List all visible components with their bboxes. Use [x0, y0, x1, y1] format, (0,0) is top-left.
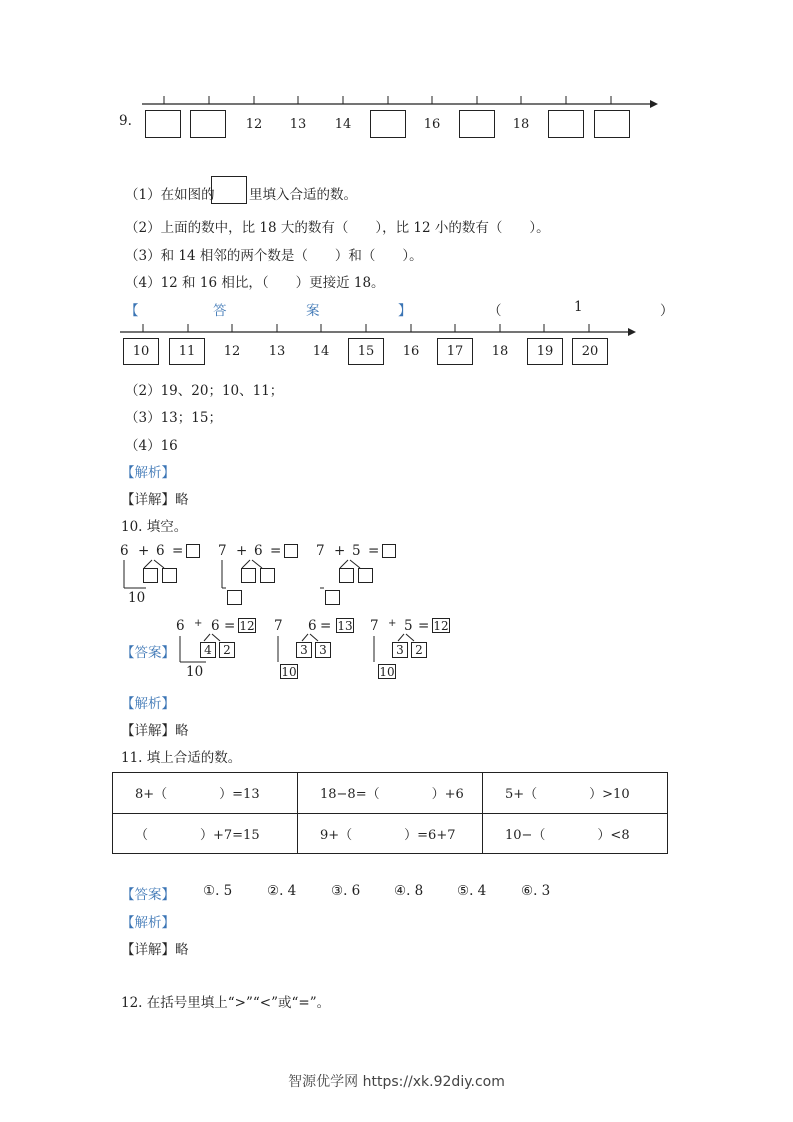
q11-answer-item: ③. 6 — [331, 883, 361, 899]
q10-a2-part: 3 — [296, 642, 312, 658]
q10-a2-eq: = — [320, 618, 332, 634]
q10-eq3-ten-box[interactable] — [325, 590, 340, 605]
q9-answer-box — [123, 338, 159, 365]
q10-eq2-ten-box[interactable] — [227, 590, 242, 605]
q10-eq3-a: 7 — [316, 543, 325, 559]
q10-a3-result: 12 — [433, 619, 449, 633]
q9-tick-label: 18 — [512, 117, 530, 132]
q9-sub2: （2）上面的数中，比 18 大的数有（ ），比 12 小的数有（ ）。 — [125, 220, 550, 236]
q9-answer-value: 20 — [581, 344, 599, 359]
q10-answer-1 — [176, 616, 266, 682]
q9-answer-value: 15 — [357, 344, 375, 359]
q11-title: 11. 填上合适的数。 — [121, 750, 242, 766]
q10-a3-a: 7 — [370, 618, 379, 634]
table-row — [113, 773, 668, 814]
q9-answer-box — [527, 338, 563, 365]
q9-blank-box[interactable] — [145, 110, 181, 138]
q9-answer-box — [348, 338, 384, 365]
q10-a3-part: 3 — [392, 642, 408, 658]
q9-answer-label: 16 — [402, 344, 420, 359]
q10-a3-ten: 10 — [379, 665, 395, 679]
q9-blank-box[interactable] — [370, 110, 406, 138]
q10-a1-b: 6 — [211, 618, 220, 634]
q10-a1-eq: = — [224, 618, 236, 634]
q9-answer-label: 14 — [312, 344, 330, 359]
q9-blank-box[interactable] — [459, 110, 495, 138]
q9-tick-label: 12 — [245, 117, 263, 132]
q9-answer-part-number: 1 — [574, 299, 583, 315]
q11-answer-item: ⑥. 3 — [521, 883, 551, 899]
q9-tick-label: 14 — [334, 117, 352, 132]
q9-analysis: 【解析】 — [121, 465, 175, 481]
q10-eq2-b: 6 — [254, 543, 263, 559]
q9-answer-paren-close: ） — [660, 303, 674, 319]
q10-answer-2 — [274, 616, 364, 682]
q11-cell[interactable]: （ ）+7=15 — [113, 813, 298, 854]
q9-sub1-inline-box — [211, 176, 247, 204]
q9-answer-box — [169, 338, 205, 365]
q10-a3-b: 5 — [404, 618, 413, 634]
q11-cell[interactable]: 8+（ ）=13 — [113, 773, 298, 814]
q9-ans3: （3）13；15； — [125, 410, 222, 426]
q9-ans2: （2）19、20；10、11； — [125, 383, 284, 399]
q10-a1-ten: 10 — [186, 664, 204, 680]
q10-title: 10. 填空。 — [121, 519, 188, 535]
table-row — [113, 813, 668, 854]
q10-a3-eq: = — [418, 618, 430, 634]
q10-a2-a: 7 — [274, 618, 283, 634]
q10-eq1-result-box[interactable] — [186, 544, 200, 558]
q10-eq2-op: + — [236, 543, 248, 559]
q9-sub4: （4）12 和 16 相比，（ ）更接近 18。 — [125, 275, 385, 291]
q10-eq3-eq: = — [368, 543, 380, 559]
q10-eq1 — [120, 540, 210, 610]
q10-analysis: 【解析】 — [121, 696, 175, 712]
q11-answer-item: ④. 8 — [394, 883, 424, 899]
q11-answer-item: ⑤. 4 — [457, 883, 487, 899]
q9-answer-char: 案 — [306, 303, 320, 319]
q9-blank-box[interactable] — [548, 110, 584, 138]
q9-answer-value: 17 — [446, 344, 464, 359]
q10-eq2-result-box[interactable] — [284, 544, 298, 558]
q9-tick-label: 16 — [423, 117, 441, 132]
q10-a2-result: 13 — [337, 619, 353, 633]
q9-tick-label: 13 — [289, 117, 307, 132]
q9-blank-box[interactable] — [190, 110, 226, 138]
q10-a1-result: 12 — [239, 619, 255, 633]
q9-answer-box — [437, 338, 473, 365]
q9-number: 9. — [119, 113, 132, 129]
q11-cell[interactable]: 9+（ ）=6+7 — [298, 813, 483, 854]
q9-answer-box — [572, 338, 608, 365]
q11-answer-item: ②. 4 — [267, 883, 297, 899]
q9-answer-bracket-close: 】 — [398, 303, 412, 319]
q9-answer-value: 10 — [132, 344, 150, 359]
q10-detail: 【详解】略 — [121, 723, 189, 739]
q9-sub1-part-b: 里填入合适的数。 — [249, 187, 357, 203]
q10-eq1-part-box[interactable] — [162, 568, 177, 583]
q10-answer-tag: 【答案】 — [121, 645, 175, 661]
q10-eq3-op: + — [334, 543, 346, 559]
q9-answer-label: 12 — [223, 344, 241, 359]
q9-sub3: （3）和 14 相邻的两个数是（ ）和（ ）。 — [125, 248, 423, 264]
q9-answer-value: 19 — [536, 344, 554, 359]
q10-eq1-ten: 10 — [128, 590, 146, 606]
q10-a2-op: + — [292, 618, 301, 629]
q10-eq3-part-box[interactable] — [339, 568, 354, 583]
q10-answer-3 — [370, 616, 460, 682]
q11-cell[interactable]: 18−8=（ ）+6 — [298, 773, 483, 814]
q10-a2-part: 3 — [315, 642, 331, 658]
q10-a1-op: + — [194, 618, 203, 629]
q10-eq3-b: 5 — [352, 543, 361, 559]
q10-a3-op: + — [388, 618, 397, 629]
q11-answer-item: ①. 5 — [203, 883, 233, 899]
q11-analysis: 【解析】 — [121, 915, 175, 931]
q9-sub1-part-a: （1）在如图的 — [125, 187, 215, 203]
q10-eq1-a: 6 — [120, 543, 129, 559]
q10-eq2-part-box[interactable] — [241, 568, 256, 583]
q11-detail: 【详解】略 — [121, 942, 189, 958]
q10-eq1-b: 6 — [156, 543, 165, 559]
q10-eq1-op: + — [138, 543, 150, 559]
q10-a1-part: 2 — [219, 642, 235, 658]
q10-eq2 — [218, 540, 308, 610]
q9-answer-label: 18 — [491, 344, 509, 359]
q10-a1-a: 6 — [176, 618, 185, 634]
q11-cell[interactable]: 5+（ ）>10 — [483, 773, 668, 814]
q10-eq1-eq: = — [172, 543, 184, 559]
q10-eq1-part-box[interactable] — [143, 568, 158, 583]
q10-a1-part: 4 — [200, 642, 216, 658]
q11-cell[interactable]: 10−（ ）<8 — [483, 813, 668, 854]
q10-a3-part: 2 — [411, 642, 427, 658]
q9-answer-paren-open: （ — [488, 303, 502, 319]
q10-eq2-eq: = — [270, 543, 282, 559]
q9-detail: 【详解】略 — [121, 492, 189, 508]
q10-eq2-a: 7 — [218, 543, 227, 559]
footer-watermark: 智源优学网 https://xk.92diy.com — [288, 1074, 505, 1090]
q9-answer-label: 13 — [268, 344, 286, 359]
q10-a2-ten: 10 — [281, 665, 297, 679]
q9-blank-box[interactable] — [594, 110, 630, 138]
q10-eq3-result-box[interactable] — [382, 544, 396, 558]
q10-eq3-part-box[interactable] — [358, 568, 373, 583]
q11-answer-tag: 【答案】 — [121, 887, 175, 903]
q11-table — [112, 772, 668, 854]
q9-ans4: （4）16 — [125, 438, 178, 454]
q9-sub1 — [125, 183, 215, 203]
q9-answer-char: 答 — [213, 303, 227, 319]
q9-answer-value: 11 — [178, 344, 196, 359]
q9-answer-bracket-open: 【 — [125, 303, 139, 319]
q10-a2-b: 6 — [308, 618, 317, 634]
q12-title: 12. 在括号里填上“>”“<”或“=”。 — [121, 995, 331, 1011]
q10-eq2-part-box[interactable] — [260, 568, 275, 583]
q10-eq3 — [316, 540, 406, 610]
